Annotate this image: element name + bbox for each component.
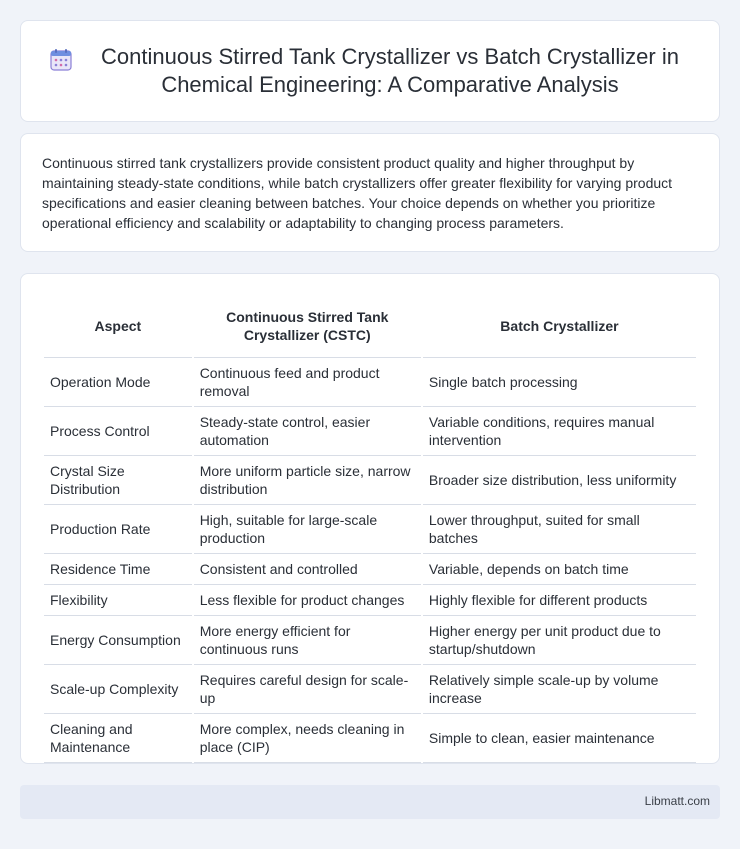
footer-brand-link[interactable]: Libmatt.com [644, 794, 710, 808]
table-row [44, 554, 696, 585]
table-cell-aspect: Cleaning and Maintenance [44, 714, 192, 763]
table-row [44, 585, 696, 616]
table-cell-batch: Broader size distribution, less uniformity [423, 456, 696, 505]
page-title: Continuous Stirred Tank Crystallizer vs Batch Crystallizer in Chemical Engineering: A Comparative Analysis [101, 44, 679, 97]
table-cell-batch: Simple to clean, easier maintenance [423, 714, 696, 763]
table-cell-cstc: More energy efficient for continuous runs [194, 616, 421, 665]
table-row [44, 505, 696, 554]
table-row [44, 407, 696, 456]
intro-paragraph: Continuous stirred tank crystallizers provide consistent product quality and higher throughput by maintaining steady-state conditions, while batch crystallizers offer greater flexibility for varying product specifications and easier cleaning between batches. Your choice depends on whether you prioritize operational efficiency and scalability or adaptability to changing process parameters. [42, 155, 673, 231]
table-row [44, 714, 696, 763]
table-cell-batch: Single batch processing [423, 358, 696, 407]
header-aspect: Aspect [44, 294, 192, 358]
table-cell-batch: Relatively simple scale-up by volume increase [423, 665, 696, 714]
intro-card [20, 133, 720, 252]
table-cell-batch: Higher energy per unit product due to startup/shutdown [423, 616, 696, 665]
table-cell-cstc: Steady-state control, easier automation [194, 407, 421, 456]
table-row [44, 665, 696, 714]
table-cell-batch: Lower throughput, suited for small batches [423, 505, 696, 554]
table-row [44, 358, 696, 407]
comparison-card [20, 273, 720, 764]
comparison-table [42, 294, 698, 763]
footer-bar [20, 785, 720, 819]
table-row [44, 456, 696, 505]
header-cstc: Continuous Stirred Tank Crystallizer (CSTC) [194, 294, 421, 358]
table-cell-aspect: Production Rate [44, 505, 192, 554]
table-header-row [44, 294, 696, 358]
table-cell-cstc: High, suitable for large-scale production [194, 505, 421, 554]
table-cell-cstc: Requires careful design for scale-up [194, 665, 421, 714]
table-cell-batch: Variable conditions, requires manual intervention [423, 407, 696, 456]
table-cell-aspect: Operation Mode [44, 358, 192, 407]
table-cell-cstc: More complex, needs cleaning in place (CIP) [194, 714, 421, 763]
title-card [20, 20, 720, 122]
header-batch: Batch Crystallizer [423, 294, 696, 358]
table-cell-aspect: Flexibility [44, 585, 192, 616]
table-cell-aspect: Process Control [44, 407, 192, 456]
table-cell-cstc: More uniform particle size, narrow distribution [194, 456, 421, 505]
table-cell-aspect: Energy Consumption [44, 616, 192, 665]
table-cell-cstc: Continuous feed and product removal [194, 358, 421, 407]
table-cell-aspect: Crystal Size Distribution [44, 456, 192, 505]
table-cell-cstc: Consistent and controlled [194, 554, 421, 585]
table-cell-aspect: Residence Time [44, 554, 192, 585]
table-row [44, 616, 696, 665]
table-cell-aspect: Scale-up Complexity [44, 665, 192, 714]
table-cell-batch: Highly flexible for different products [423, 585, 696, 616]
table-cell-batch: Variable, depends on batch time [423, 554, 696, 585]
table-cell-cstc: Less flexible for product changes [194, 585, 421, 616]
